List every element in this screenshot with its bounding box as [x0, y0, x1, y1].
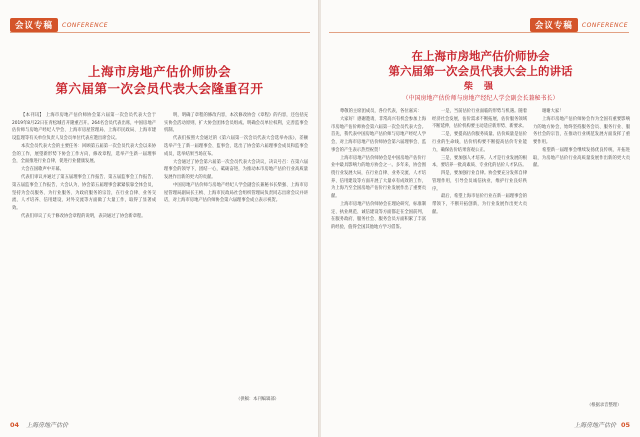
paragraph: 代表们按照大会通过的《第六届第一次会员代表大会选举办法》，差额选举产生了新一届理事会、监事会，选出了协会第六届理事会成员和监事会成员，选举结果当场宣布。: [164, 136, 308, 157]
right-page: [321, 0, 640, 437]
article-column-1: [12, 112, 156, 412]
section-tag: 会议专稿: [530, 18, 578, 32]
paragraph: 二是，要提高估价服务质量。估价质量是估价行业的生命线，估价机构要不断提高估价专业能力，确保估价结果客观公正。: [432, 132, 527, 153]
left-page: [0, 0, 319, 437]
paragraph: 【本刊讯】 上海市房地产估价师协会第六届第一次会员代表大会于2019年8月22日在青松城召开隆重召开。264名会员代表出席，中国房地产估价师与房地产经纪人学会、上海市房屋管理局、上海市民政局、上海市建设监理等有关单位负责人及会员单位代表应邀出席会议。: [12, 113, 156, 142]
article-title-line1: 上海市房地产估价师协会: [87, 64, 231, 79]
page-number: 04: [10, 421, 20, 429]
paragraph: 大会通过了协会第六届第一次会员代表大会决议，决议号召：在第六届理事会的领导下，团结一心，砥砺奋进，为推动本市房地产估价行业高质量发展作出新的更大的贡献。: [164, 159, 308, 180]
paragraph: 一是，当前估价行业面临的形势与机遇。随着经济社会发展，估价需求不断拓展，估价服务领域不断延伸，估价机构要主动适应新形势、新要求。: [432, 109, 527, 130]
article-title-line2: 第六届第一次会员代表大会隆重召开: [55, 81, 264, 96]
paragraph: 代表们审议了关于修改协会章程的说明，表决通过了协会新章程。: [21, 213, 146, 219]
paragraph: 本次会员代表大会的主要任务：回顾第五届第一次会员代表大会以来协会的工作，展望新形势下协会工作方向，修改章程，选举产生新一届理事会，全面推进行业自律，促进行业健康发展。: [12, 144, 156, 165]
section-header: [10, 18, 108, 32]
speaker-name: 柴 强: [463, 82, 498, 92]
header-divider: [329, 32, 629, 33]
source-note: （供稿：本刊编辑部）: [236, 397, 279, 402]
magazine-name: 上海房地产估价: [573, 422, 616, 429]
paragraph: 最后，希望上海市估价行业在新一届理事会的带领下，不断开拓创新，为行业发展作出更大贡献。: [432, 194, 527, 215]
paragraph: 尊敬的主席团成员，各位代表，各位嘉宾：: [340, 109, 422, 114]
article-column-2: [164, 112, 308, 382]
speech-title-line2: 第六届第一次会员代表大会上的讲话: [388, 64, 573, 78]
paragraph: 中国房地产估价师与房地产经纪人学会副会长兼秘书长柴强、上海市房屋管理局副局长王桢、上海市民政局社会组织管理局负责同志出席会议并讲话，对上海市房地产估价师协会第六届理事会成立表示祝贺。: [164, 182, 308, 204]
paragraph: 谢谢大家！: [542, 109, 564, 114]
paragraph: 上海市房地产估价师协会在理论研究、标准制定、执业规范、诚信建设等方面都走在全国前列，在服务政府、服务社会、服务会员方面积累了丰富的经验，值得全国其他地方学习借鉴。: [331, 202, 426, 231]
speech-title-line1: 在上海市房地产估价师协会: [411, 49, 550, 63]
speech-column-2: [432, 108, 527, 413]
paragraph: 明，明确了章程的修改内容，本次修改协会《章程》的内容，还包括充实协会活动原则，扩大协会团体会员组成。明确会员单位权利，完善监事会机制。: [164, 113, 308, 134]
header-divider: [10, 32, 310, 33]
speech-column-3: [533, 108, 630, 398]
paragraph: 大会在国歌声中开幕。: [21, 167, 64, 173]
section-header: [530, 18, 628, 32]
speaker-affiliation: （中国房地产估价师与房地产经纪人学会副会长兼秘书长）: [402, 95, 559, 102]
section-en: CONFERENCE: [62, 21, 109, 29]
source-note: （根据录音整理）: [587, 403, 622, 408]
paragraph: 上海市房地产估价师协会作为全国有重要影响力的地方协会，始终坚持服务会员、服务行业、服务社会的宗旨，在推动行业规范发展方面发挥了重要作用。: [533, 116, 630, 145]
section-tag: 会议专稿: [10, 18, 58, 32]
paragraph: 四是，要加强行业自律。协会要充分发挥自律管理作用，引导会员诚信执业，维护行业良好秩序。: [432, 171, 527, 192]
paragraph: 大家好！感谢邀请，非常高兴有机会参加上海市房地产估价师协会第六届第一次会员代表大会。首先，我代表中国房地产估价师与房地产经纪人学会，对上海市房地产估价师协会第六届理事会、监事会的产生表示热烈祝贺！: [331, 116, 426, 153]
paragraph: 上海市房地产估价师协会是中国房地产估价行业中最具影响力的地方协会之一。多年来，协会围绕行业发展大局，在行业自律、业务交流、人才培养、信用建设等方面开展了大量卓有成效的工作，为上海乃至全国房地产估价行业发展作出了重要贡献。: [331, 155, 426, 200]
magazine-name: 上海房地产估价: [26, 422, 69, 429]
paragraph: 三是，要加强人才培养。人才是行业发展的根本，要培养一批高素质、专业化的估价人才队伍。: [432, 155, 527, 169]
section-en: CONFERENCE: [581, 21, 628, 29]
speech-column-1: [331, 108, 426, 413]
page-number: 05: [620, 421, 630, 429]
paragraph: 希望新一届理事会继续发扬优良传统，开拓进取，为房地产估价行业高质量发展作出新的更大贡献。: [533, 147, 630, 169]
paragraph: 代表们审议并通过了第五届理事会工作报告、第五届监事会工作报告、第五届监事会工作报告，大会认为，协会第五届理事会紧紧依靠全体会员，坚持为会员服务、为行业服务、为政府服务的宗旨，在行业自律、业务交流、人才培养、信用建设、对外交流等方面做了大量工作，取得了显著成效。: [12, 175, 156, 211]
